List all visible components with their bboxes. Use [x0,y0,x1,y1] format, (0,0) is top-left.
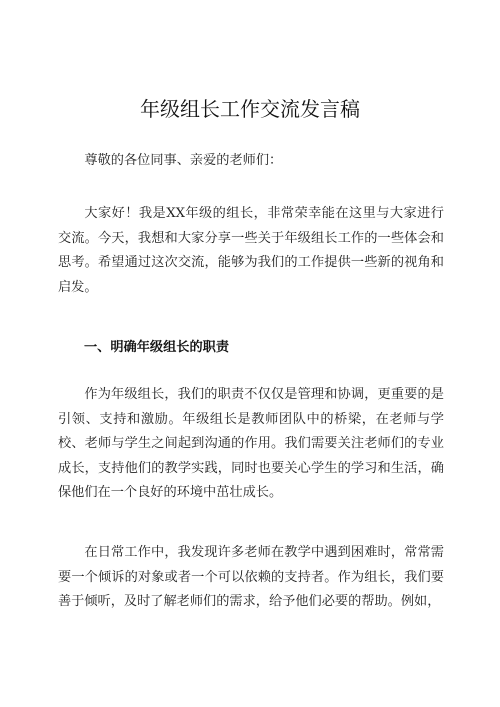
document-title: 年级组长工作交流发言稿 [140,97,360,121]
section-heading: 一、明确年级组长的职责 [84,340,230,355]
intro-paragraph: 大家好！我是XX年级的组长，非常荣幸能在这里与大家进行交流。今天，我想和大家分享一些关于年级组长工作的一些体会和思考。希望通过这次交流，能够为我们的工作提供一些新的视角和启发。 [58,206,444,295]
greeting-paragraph: 尊敬的各位同事、亲爱的老师们： [84,153,283,168]
body-paragraph: 在日常工作中，我发现许多老师在教学中遇到困难时，常常需要一个倾诉的对象或者一个可以依赖的支持者。作为组长，我们要善于倾听，及时了解老师们的需求，给予他们必要的帮助。例如， [58,545,444,610]
body-paragraph: 作为年级组长，我们的职责不仅仅是管理和协调，更重要的是引领、支持和激励。年级组长是教师团队中的桥梁，在老师与学校、老师与学生之间起到沟通的作用。我们需要关注老师们的专业成长，支持他们的教学实践，同时也要关心学生的学习和生活，确保他们在一个良好的环境中茁壮成长。 [58,387,444,501]
